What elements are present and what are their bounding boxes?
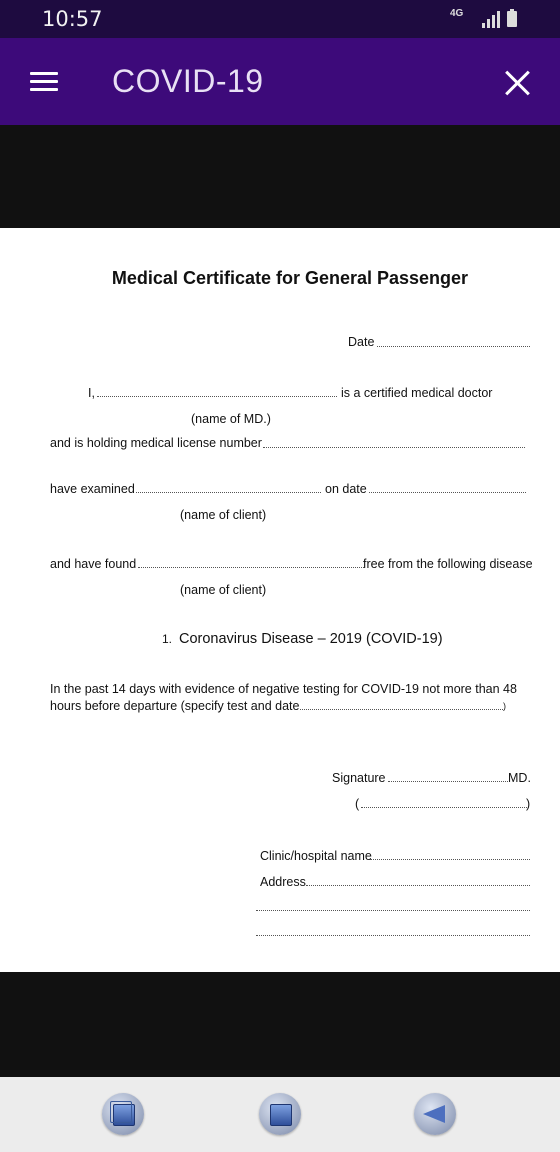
name-of-client-caption-2: (name of client) [180,583,267,597]
past-days-line-1: In the past 14 days with evidence of negative testing for COVID-19 not more than 48 [50,682,517,696]
name-of-md-caption: (name of MD.) [191,412,271,426]
found-label: and have found [50,557,137,571]
document-title: Medical Certificate for General Passenger [111,268,469,288]
signal-icon [482,10,500,28]
menu-icon[interactable] [30,72,58,92]
address-label: Address [260,875,306,889]
i-label: I, [88,386,95,400]
examined-label: have examined [50,482,135,496]
clinic-field [370,859,530,860]
exam-date-field [369,492,526,493]
status-bar [0,0,560,38]
date-field [377,346,530,347]
status-time: 10:57 [42,7,103,31]
license-field [263,447,525,448]
found-client-field [138,567,364,568]
battery-icon [507,11,517,27]
signature-field [388,781,508,782]
client-name-field [136,492,321,493]
navigation-bar [0,1077,560,1152]
disease-heading: Coronavirus Disease – 2019 (COVID-19) [179,631,443,647]
license-label: and is holding medical license number [50,436,262,450]
free-from-text: free from the following disease [363,557,533,571]
address-field-3 [256,935,530,936]
back-icon[interactable] [414,1093,456,1135]
app-title: COVID-19 [112,63,264,99]
close-icon[interactable] [504,69,532,97]
clinic-label: Clinic/hospital name [260,849,372,863]
printed-name-field [361,807,527,808]
past-days-line-2: hours before departure (specify test and date [50,699,300,713]
md-name-field [97,396,337,397]
recent-apps-icon[interactable] [102,1093,144,1135]
name-of-client-caption: (name of client) [180,508,267,522]
date-label: Date [348,335,375,349]
network-type: 4G [450,8,464,19]
certified-text: is a certified medical doctor [341,386,493,400]
test-date-field [300,709,503,710]
signature-label: Signature [332,771,386,785]
address-field-2 [256,910,530,911]
home-icon[interactable] [259,1093,301,1135]
app-bar [0,38,560,125]
md-label: MD. [508,771,531,785]
certificate-document [0,228,560,972]
disease-number: 1. [162,632,173,646]
open-paren: ( [355,797,360,811]
address-field-1 [306,885,530,886]
close-paren: ) [503,701,506,711]
on-date-label: on date [325,482,367,496]
close-paren-2: ) [526,797,531,811]
